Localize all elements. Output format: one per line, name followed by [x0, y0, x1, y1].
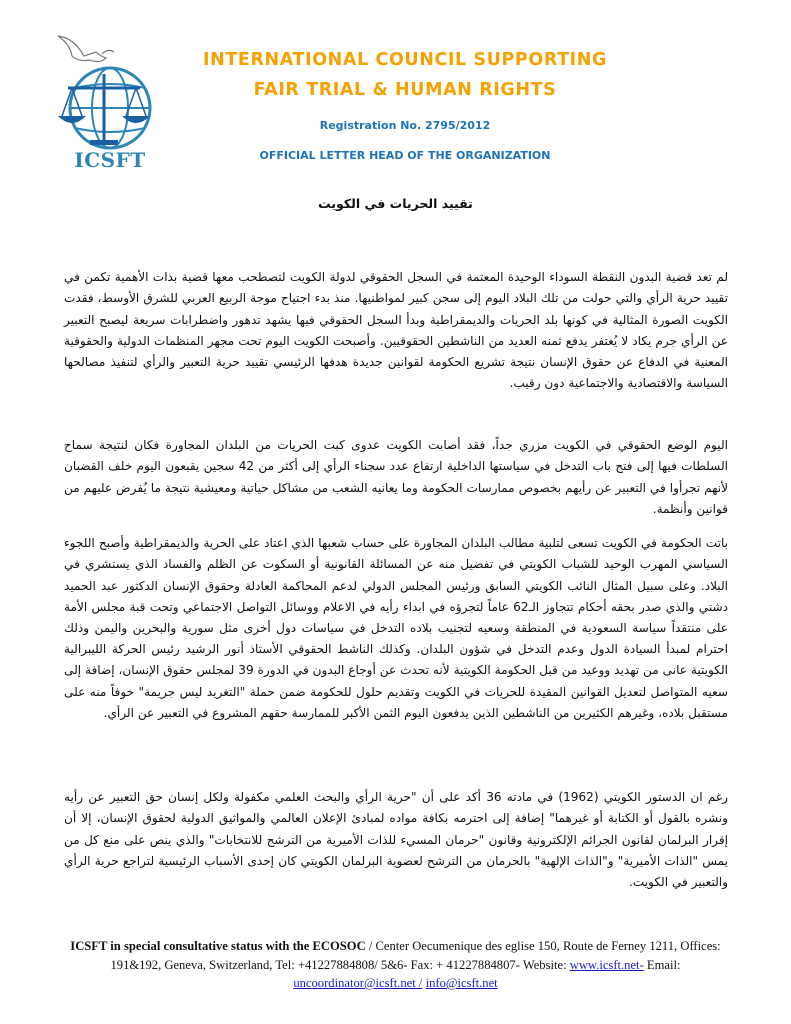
org-name-line-1: INTERNATIONAL COUNCIL SUPPORTING — [203, 50, 607, 70]
document-title: تقييد الحريات في الكويت — [318, 196, 473, 211]
logo-text: ICSFT — [74, 148, 146, 172]
official-letterhead-label: OFFICIAL LETTER HEAD OF THE ORGANIZATION — [259, 149, 551, 162]
paragraph-1: لم تعد قضية البدون النقطة السوداء الوحيدة المعتمة في السجل الحقوقي لدولة الكويت لتصطحب معها قضية بذات الأهمية تكمن في تقييد حرية الرأي والتي حولت من تلك البلاد اليوم إلى سجن كبير لمواطنيها. منذ بدء اجتياح موجة الربيع العربي للشرق الأوسط، فقدت الكويت الصورة المثالية في كونها بلد الحريات والديمقراطية وبدأ السجل الحقوقي فيها يشهد تدهور واضطرابات سريعة ليصبح التعبير عن الرأي جرم يكاد لا يُغتفر يدفع ثمنه العديد من الناشطين الحقوقيين. وأصبحت الكويت اليوم تحت مجهر المنظمات الدولية والحقوقية المعنية في الدفاع عن حقوق الإنسان نتيجة تشريع الحكومة لقوانين جديدة هدفها الرئيسي تقييد حرية التعبير والرأي لتنفيذ مصالحها السياسة والاقتصادية والاجتماعية دون رقيب. — [64, 270, 728, 391]
footer-email-label: Email: — [643, 957, 681, 972]
registration-number: Registration No. 2795/2012 — [319, 119, 491, 132]
footer — [70, 937, 721, 993]
website-link[interactable]: www.icsft.net- — [569, 957, 644, 972]
paragraph-2: اليوم الوضع الحقوقي في الكويت مزري جداً، فقد أصابت الكويت عدوى كبت الحريات من البلدان المجاورة فكان لنتيجة سماح السلطات فيها إلى فتح باب التدخل في سياستها الداخلية ارتفاع عدد سجناء الرأي إلى أكثر من 42 سجين يقبعون اليوم خلف القضبان لأنهم تجرأوا في التعبير عن رأيهم بخصوص ممارسات الحكومة وما يعانيه الشعب من مشاكل حياتية ومعيشية نتيجة ما يُفرض عليهم من قوانين وأنظمة. — [64, 438, 728, 516]
email-link-info[interactable]: info@icsft.net — [425, 976, 498, 990]
email-link-coordinator[interactable]: uncoordinator@icsft.net / — [293, 976, 423, 990]
paragraph-3: باتت الحكومة في الكويت تسعى لتلبية مطالب البلدان المجاورة على حساب شعبها الذي اعتاد على الحرية والديمقراطية وأصبح اللجوء السياسي المهرب الوحيد للشباب الكويتي في تفضيل منه عن المسائلة القانونية أو السكوت عن الظلم والفساد الذي يستشري في البلاد. وعلى سبيل المثال النائب الكويتي السابق ورئيس المجلس الدولي لدعم المحاكمة العادلة وحقوق الإنسان الدكتور عبد الحميد دشتي والذي صدر بحقه أحكام تتجاوز الـ62 عاماً لتجرؤه في ابداء رأيه في الاعلام ووسائل التواصل الاجتماعي وتحت قبة مجلس الأمة على منتقداً سياسة السعودية في المنطقة وسعيه لتجنيب بلاده التدخل في سياسات دول أخرى مثل سورية والبحرين واليمن وذلك احترام لمبدأ السيادة الدول وعدم التدخل في شؤون البلدان. وكذلك الناشط الحقوقي الأستاذ أنور الرشيد رئيس الحركة الليبرالية الكويتية عانى من تهديد ووعيد من قبل الحكومة الكويتية لأنه تحدث عن أوجاع البدون في الدورة 39 لمجلس حقوق الإنسان، إضافة إلى سعيه المتواصل لتعديل القوانين المقيدة للحريات في الكويت وتقديم حلول للحكومة ضمن حملة "التغريد ليس جريمة" خوفاً منه على مستقبل بلاده، وغيرهم الكثيرين من الناشطين الذين يدفعون اليوم الثمن الأكبر للممارسة حقهم المشروع في التعبير عن الرأي. — [64, 536, 729, 720]
paragraph-4: رغم ان الدستور الكويتي (1962) في مادته 36 أكد على أن "حرية الرأي والبحث العلمي مكفولة ولكل إنسان حق التعبير عن رأيه ونشره بالقول أو الكتابة أو غيرهما" إضافة إلى احترمه بكافة مواده لمبادئ الإعلان العالمي والمواثيق الدولية لحقوق الإنسان، إلا أن إقرار البرلمان لقانون الجرائم الإلكترونية وقانون "حرمان المسيء للذات الأميرية من الترشح للانتخابات" والذي ينص على منع كل من يمس "الذات الأميرية" و"الذات الإلهية" بالحرمان من الترشح لعضوية البرلمان الكويتي كان إحدى الأسباب الرئيسية لتراجع حرية الرأي والتعبير في الكويت. — [64, 790, 728, 889]
footer-address: / Center Oecumenique des eglise 150, Route de Ferney 1211, Offices: 191&192, Geneva, Switzerland, Tel: +41227884808/ 5&6- Fax: + 41227884807- Website: — [110, 939, 721, 972]
dove-icon — [58, 36, 114, 62]
footer-org-status: ICSFT in special consultative status with the ECOSOC — [70, 939, 366, 953]
org-name-line-2: FAIR TRIAL & HUMAN RIGHTS — [253, 80, 557, 100]
scales-of-justice-icon — [58, 74, 150, 145]
globe-icon — [70, 68, 150, 148]
